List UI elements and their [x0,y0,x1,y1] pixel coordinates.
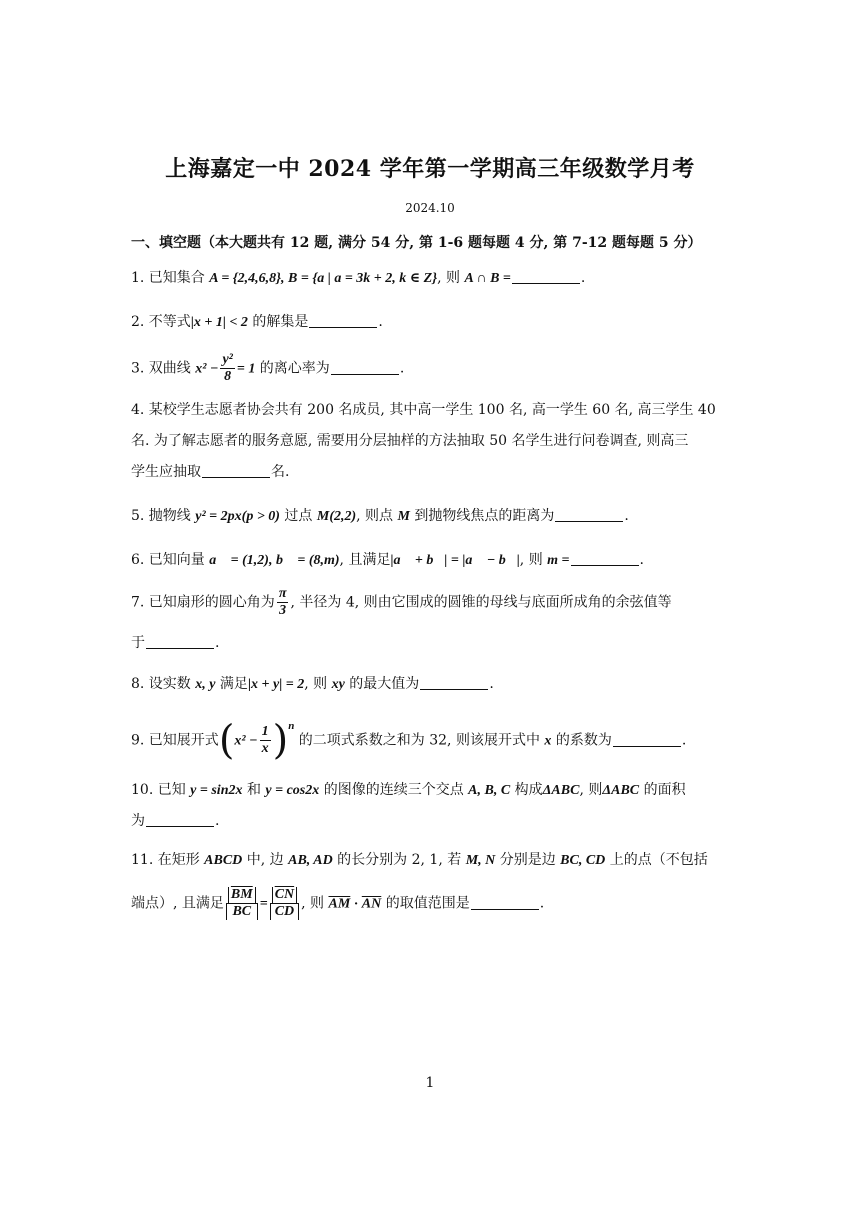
q9-exponent: n [288,720,295,732]
q10-text: 10. 已知 [131,782,191,798]
q11-frac-1-num-vector: $\overline{BM}$ [228,887,256,903]
q5-text-mid-2: , 则点 [356,508,398,524]
q10-math-5: ΔABC [602,783,640,798]
q6-text-mid: , 且满足 [339,552,391,568]
answer-blank[interactable] [420,675,488,690]
question-10 [131,776,686,835]
question-5 [131,502,629,531]
question-8 [131,670,494,699]
q11-line-2-post: 的取值范围是 [381,895,470,912]
q5-end: . [624,508,629,524]
q9-end: . [681,732,687,749]
q3-text: 3. 双曲线 [131,360,196,377]
q11-math-4: BC, CD [560,853,606,868]
q3-end: . [399,360,405,377]
question-7 [131,586,672,657]
q8-end: . [489,676,494,692]
q7-fraction [277,586,289,619]
q9-text-post-2: 的系数为 [551,732,612,749]
left-paren: ( [218,717,235,764]
q3-math-a: x² − [195,361,219,377]
q9-math-a: x² − [234,733,258,749]
q8-text: 8. 设实数 [131,676,196,692]
q10-math: y = sin2x [190,783,243,798]
q7-end: . [215,635,220,651]
q9-math-2: x [544,733,552,749]
q4-line-3 [131,458,716,486]
page-number: 1 [425,1075,435,1091]
q10-math-2: y = cos2x [265,783,320,798]
q9-frac-num: 1 [261,724,269,740]
right-paren: ) [272,717,289,764]
q10-text-mid: 和 [242,782,266,798]
question-11 [131,846,708,920]
q11-vector-am: $\overline{AM}$ [328,896,351,912]
q7-text: 7. 已知扇形的圆心角为 [131,594,275,611]
q11-text-mid-3: 分别是边 [495,852,561,868]
answer-blank[interactable] [309,313,377,328]
question-3 [131,352,404,385]
q11-math-2: AB, AD [288,853,333,868]
q9-frac-den: x [261,741,269,757]
question-2 [131,308,383,337]
q11-frac-2-den [270,904,299,920]
q11-fraction-1 [226,887,258,920]
q10-line-2-text: 为 [131,813,145,829]
q7-line-2 [131,629,672,657]
q4-line-2: 名. 为了解志愿者的服务意愿, 需要用分层抽样的方法抽取 50 名学生进行问卷调查, 则高三 [131,433,689,449]
q11-frac-2-num-vector: $\overline{CN}$ [272,887,297,903]
q11-fraction-2 [270,887,299,920]
q11-equals: = [259,896,268,912]
q10-text-mid-4: , 则 [579,782,603,798]
q11-text-mid-2: 的长分别为 2, 1, 若 [332,852,466,868]
answer-blank[interactable] [471,895,539,910]
answer-blank[interactable] [613,732,681,747]
answer-blank[interactable] [512,269,580,284]
q8-math-3: xy [331,677,345,692]
q1-text: 1. 已知集合 [131,270,210,286]
q11-line-2 [131,887,708,920]
q11-line-2-mid: , 则 [301,895,329,912]
q11-frac-2-den-vector: CD [270,904,299,920]
q4-line-1: 4. 某校学生志愿者协会共有 200 名成员, 其中高一学生 100 名, 高一学生 60 名, 高三学生 40 [131,402,716,418]
q10-end: . [215,813,220,829]
q2-text: 2. 不等式 [131,314,191,330]
q3-text-post: 的离心率为 [255,360,330,377]
q10-text-mid-2: 的图像的连续三个交点 [319,782,469,798]
q5-math-2: M(2,2) [316,509,357,524]
q7-line-1 [131,586,672,619]
q10-math-3: A, B, C [468,783,511,798]
q8-text-mid: 满足 [215,676,248,692]
q8-text-mid-2: , 则 [304,676,332,692]
q11-frac-1-den-vector: BC [226,904,258,920]
q5-math-3: M [397,509,410,524]
q4-line-3-end: 名. [271,464,290,480]
q10-text-mid-3: 构成 [510,782,543,798]
q11-frac-1-den [226,904,258,920]
q11-text-mid: 中, 边 [242,852,289,868]
q5-math: y² = 2px(p > 0) [195,509,280,524]
q3-math-b: = 1 [236,361,256,377]
q8-text-post: 的最大值为 [344,676,420,692]
q6-text: 6. 已知向量 [131,552,210,568]
q11-text: 11. 在矩形 [131,852,205,868]
q11-dot: · [354,896,358,912]
q1-end: . [580,270,586,286]
q2-text-post: 的解集是 [247,314,309,330]
q9-text-post: 的二项式系数之和为 32, 则该展开式中 [294,732,545,749]
q11-frac-2-num [270,887,299,904]
q8-math: x, y [195,677,216,692]
q7-text-post: , 半径为 4, 则由它围成的圆锥的母线与底面所成角的余弦值等 [290,594,672,611]
q1-text-mid: , 则 [437,270,465,286]
q6-math-3: m = [547,553,570,568]
exam-date: 2024.10 [405,201,455,215]
q9-text: 9. 已知展开式 [131,732,219,749]
q6-math: a⃗ = (1,2), b⃗ = (8,m) [209,553,340,568]
q6-end: . [639,552,644,568]
question-1 [131,264,585,293]
q11-math-3: M, N [465,853,496,868]
section-heading: 一、填空题（本大题共有 12 题, 满分 54 分, 第 1-6 题每题 4 分, 第 7-12 题每题 5 分） [131,235,702,251]
answer-blank[interactable] [146,634,214,649]
q4-line-3-text: 学生应抽取 [131,464,201,480]
q7-frac-num: π [278,586,287,601]
q11-text-post: 上的点（不包括 [605,852,708,868]
q3-frac-num: y² [222,352,233,367]
q10-line-2 [131,807,686,835]
q11-line-1 [131,846,708,875]
q11-vector-an: $\overline{AN}$ [361,896,382,912]
q9-fraction [260,724,271,757]
answer-blank[interactable] [202,463,270,478]
q10-line-1 [131,776,686,805]
q11-frac-1-num [226,887,258,904]
q7-line-2-text: 于 [131,635,145,651]
page-title: 上海嘉定一中 2024 学年第一学期高三年级数学月考 [165,156,695,182]
q3-fraction [220,352,234,385]
q5-text: 5. 抛物线 [131,508,196,524]
q3-frac-den: 8 [224,369,232,384]
q2-end: . [378,314,383,330]
q11-math: ABCD [204,853,243,868]
q8-math-2: |x + y| = 2 [247,677,305,692]
q6-text-mid-2: , 则 [519,552,548,568]
question-4 [131,396,716,486]
q5-text-mid: 过点 [279,508,317,524]
q2-math: |x + 1| < 2 [190,315,248,330]
q5-text-post: 到抛物线焦点的距离为 [409,508,555,524]
question-9 [131,717,687,764]
answer-blank[interactable] [571,551,639,566]
q6-math-2: |a⃗ + b⃗| = |a⃗ − b⃗| [390,553,520,568]
answer-blank[interactable] [331,360,399,375]
answer-blank[interactable] [146,812,214,827]
q1-math-2: A ∩ B = [464,271,511,286]
q10-text-post: 的面积 [639,782,686,798]
q11-end: . [539,895,545,912]
q1-math: A = {2,4,6,8}, B = {a | a = 3k + 2, k ∈ Z} [209,271,438,286]
q10-math-4: ΔABC [542,783,580,798]
question-6 [131,546,644,575]
answer-blank[interactable] [555,507,623,522]
q7-frac-den: 3 [279,603,287,618]
q11-line-2-text: 端点）, 且满足 [131,895,224,912]
